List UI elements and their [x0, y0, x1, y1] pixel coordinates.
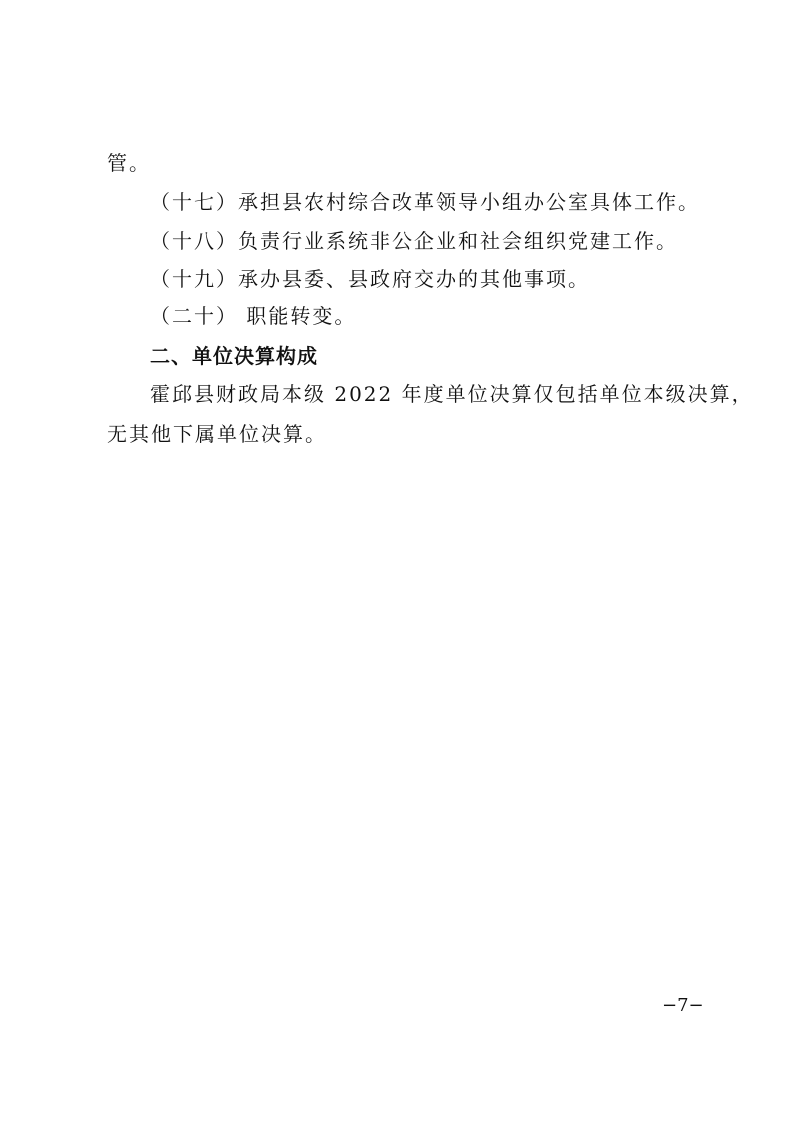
list-item-20: （二十） 职能转变。 — [150, 304, 357, 328]
list-item-18: （十八）负责行业系统非公企业和社会组织党建工作。 — [150, 229, 678, 253]
text-line-continuation: 管。 — [107, 151, 151, 175]
page-number: −7− — [662, 995, 704, 1016]
paragraph-line-2: 无其他下属单位决算。 — [107, 422, 327, 446]
list-item-19: （十九）承办县委、县政府交办的其他事项。 — [150, 267, 590, 291]
paragraph-line-1: 霍邱县财政局本级 2022 年度单位决算仅包括单位本级决算， — [150, 382, 754, 406]
section-heading: 二、单位决算构成 — [150, 344, 318, 368]
list-item-17: （十七）承担县农村综合改革领导小组办公室具体工作。 — [150, 190, 700, 214]
